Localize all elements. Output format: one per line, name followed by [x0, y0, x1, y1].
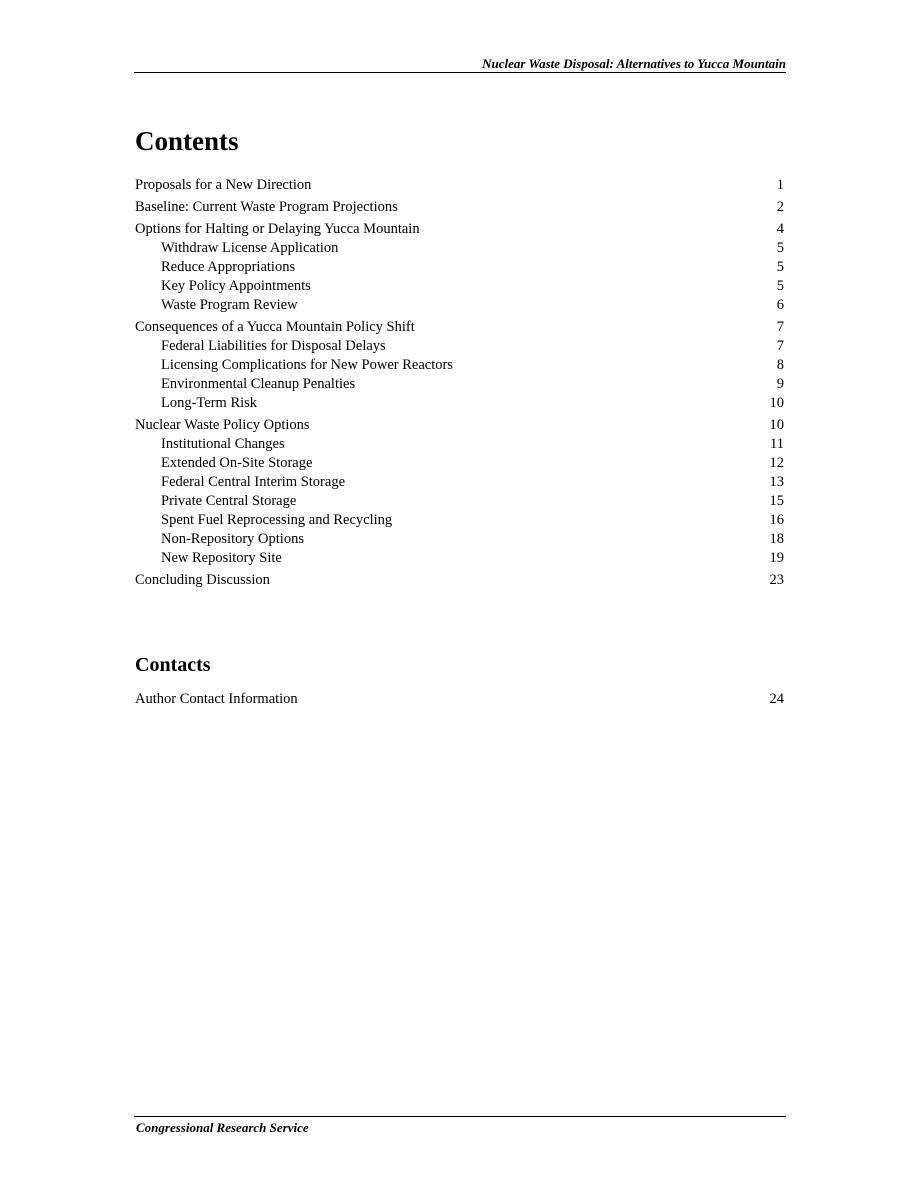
toc-entry[interactable]	[135, 511, 784, 530]
toc-entry-label[interactable]: Options for Halting or Delaying Yucca Mountain	[135, 221, 420, 237]
footer-publisher: Congressional Research Service	[136, 1120, 309, 1135]
toc-entry-page-number[interactable]: 24	[769, 691, 784, 707]
toc-entry-label[interactable]: Non-Repository Options	[161, 531, 304, 547]
toc-entry-label[interactable]: Key Policy Appointments	[161, 278, 311, 294]
toc-entry-page-number[interactable]: 5	[776, 240, 784, 256]
toc-entry-page-number[interactable]: 10	[769, 395, 784, 411]
toc-entry-page-number[interactable]: 7	[776, 338, 784, 354]
toc-entry-label[interactable]: Withdraw License Application	[161, 240, 339, 256]
contents-heading: Contents	[135, 126, 239, 156]
toc-entry-page-number[interactable]: 12	[769, 455, 784, 471]
toc-entry-label[interactable]: Proposals for a New Direction	[135, 177, 312, 193]
toc-entry-label[interactable]: Reduce Appropriations	[161, 259, 296, 275]
toc-entry-label[interactable]: Nuclear Waste Policy Options	[135, 417, 310, 433]
toc-entry-label[interactable]: Licensing Complications for New Power Reactors	[161, 357, 453, 373]
toc-entry-label[interactable]: Environmental Cleanup Penalties	[161, 376, 356, 392]
toc-entry[interactable]	[135, 454, 784, 473]
toc-entry[interactable]	[135, 318, 784, 337]
toc-entry-label[interactable]: Consequences of a Yucca Mountain Policy Shift	[135, 319, 415, 335]
toc-entry-label[interactable]: Waste Program Review	[161, 297, 298, 313]
toc-entry[interactable]	[135, 571, 784, 590]
toc-entry-page-number[interactable]: 19	[769, 550, 784, 566]
toc-entry-label[interactable]: Institutional Changes	[161, 436, 285, 452]
header-divider	[134, 72, 786, 73]
toc-entry[interactable]	[135, 530, 784, 549]
toc-entry-label[interactable]: Spent Fuel Reprocessing and Recycling	[161, 512, 393, 528]
toc-entry-page-number[interactable]: 5	[776, 259, 784, 275]
toc-entry-page-number[interactable]: 1	[776, 177, 784, 193]
contents-list	[135, 176, 784, 590]
toc-entry-label[interactable]: Long-Term Risk	[161, 395, 258, 411]
toc-entry-page-number[interactable]: 18	[769, 531, 784, 547]
toc-entry[interactable]	[135, 416, 784, 435]
toc-entry[interactable]	[135, 375, 784, 394]
toc-entry-label[interactable]: Federal Central Interim Storage	[161, 474, 346, 490]
toc-entry[interactable]	[135, 277, 784, 296]
toc-entry[interactable]	[135, 690, 784, 709]
toc-entry[interactable]	[135, 220, 784, 239]
toc-entry-label[interactable]: Extended On-Site Storage	[161, 455, 313, 471]
toc-entry-page-number[interactable]: 4	[776, 221, 784, 237]
toc-entry-label[interactable]: New Repository Site	[161, 550, 282, 566]
toc-entry-label[interactable]: Concluding Discussion	[135, 572, 270, 588]
toc-entry[interactable]	[135, 549, 784, 568]
toc-entry[interactable]	[135, 239, 784, 258]
toc-entry-page-number[interactable]: 7	[776, 319, 784, 335]
toc-entry[interactable]	[135, 492, 784, 511]
toc-entry-page-number[interactable]: 13	[769, 474, 784, 490]
toc-entry-page-number[interactable]: 5	[776, 278, 784, 294]
toc-entry-label[interactable]: Baseline: Current Waste Program Projections	[135, 199, 398, 215]
footer-divider	[134, 1116, 786, 1117]
contacts-heading: Contacts	[135, 654, 211, 676]
toc-entry[interactable]	[135, 394, 784, 413]
toc-entry[interactable]	[135, 473, 784, 492]
toc-entry[interactable]	[135, 296, 784, 315]
toc-entry-label[interactable]: Private Central Storage	[161, 493, 297, 509]
toc-entry-page-number[interactable]: 11	[770, 436, 784, 452]
running-header: Nuclear Waste Disposal: Alternatives to Yucca Mountain	[482, 56, 786, 71]
toc-entry-page-number[interactable]: 9	[776, 376, 784, 392]
toc-entry-page-number[interactable]: 8	[776, 357, 784, 373]
toc-entry[interactable]	[135, 258, 784, 277]
toc-entry[interactable]	[135, 198, 784, 217]
toc-entry-page-number[interactable]: 23	[769, 572, 784, 588]
toc-entry-page-number[interactable]: 16	[769, 512, 784, 528]
toc-entry-label[interactable]: Federal Liabilities for Disposal Delays	[161, 338, 386, 354]
toc-entry-page-number[interactable]: 15	[769, 493, 784, 509]
toc-entry[interactable]	[135, 356, 784, 375]
toc-entry-page-number[interactable]: 2	[776, 199, 784, 215]
toc-entry-label[interactable]: Author Contact Information	[135, 691, 298, 707]
toc-entry-page-number[interactable]: 6	[776, 297, 784, 313]
toc-entry[interactable]	[135, 435, 784, 454]
contacts-list	[135, 690, 784, 709]
toc-entry[interactable]	[135, 337, 784, 356]
toc-entry[interactable]	[135, 176, 784, 195]
toc-entry-page-number[interactable]: 10	[769, 417, 784, 433]
